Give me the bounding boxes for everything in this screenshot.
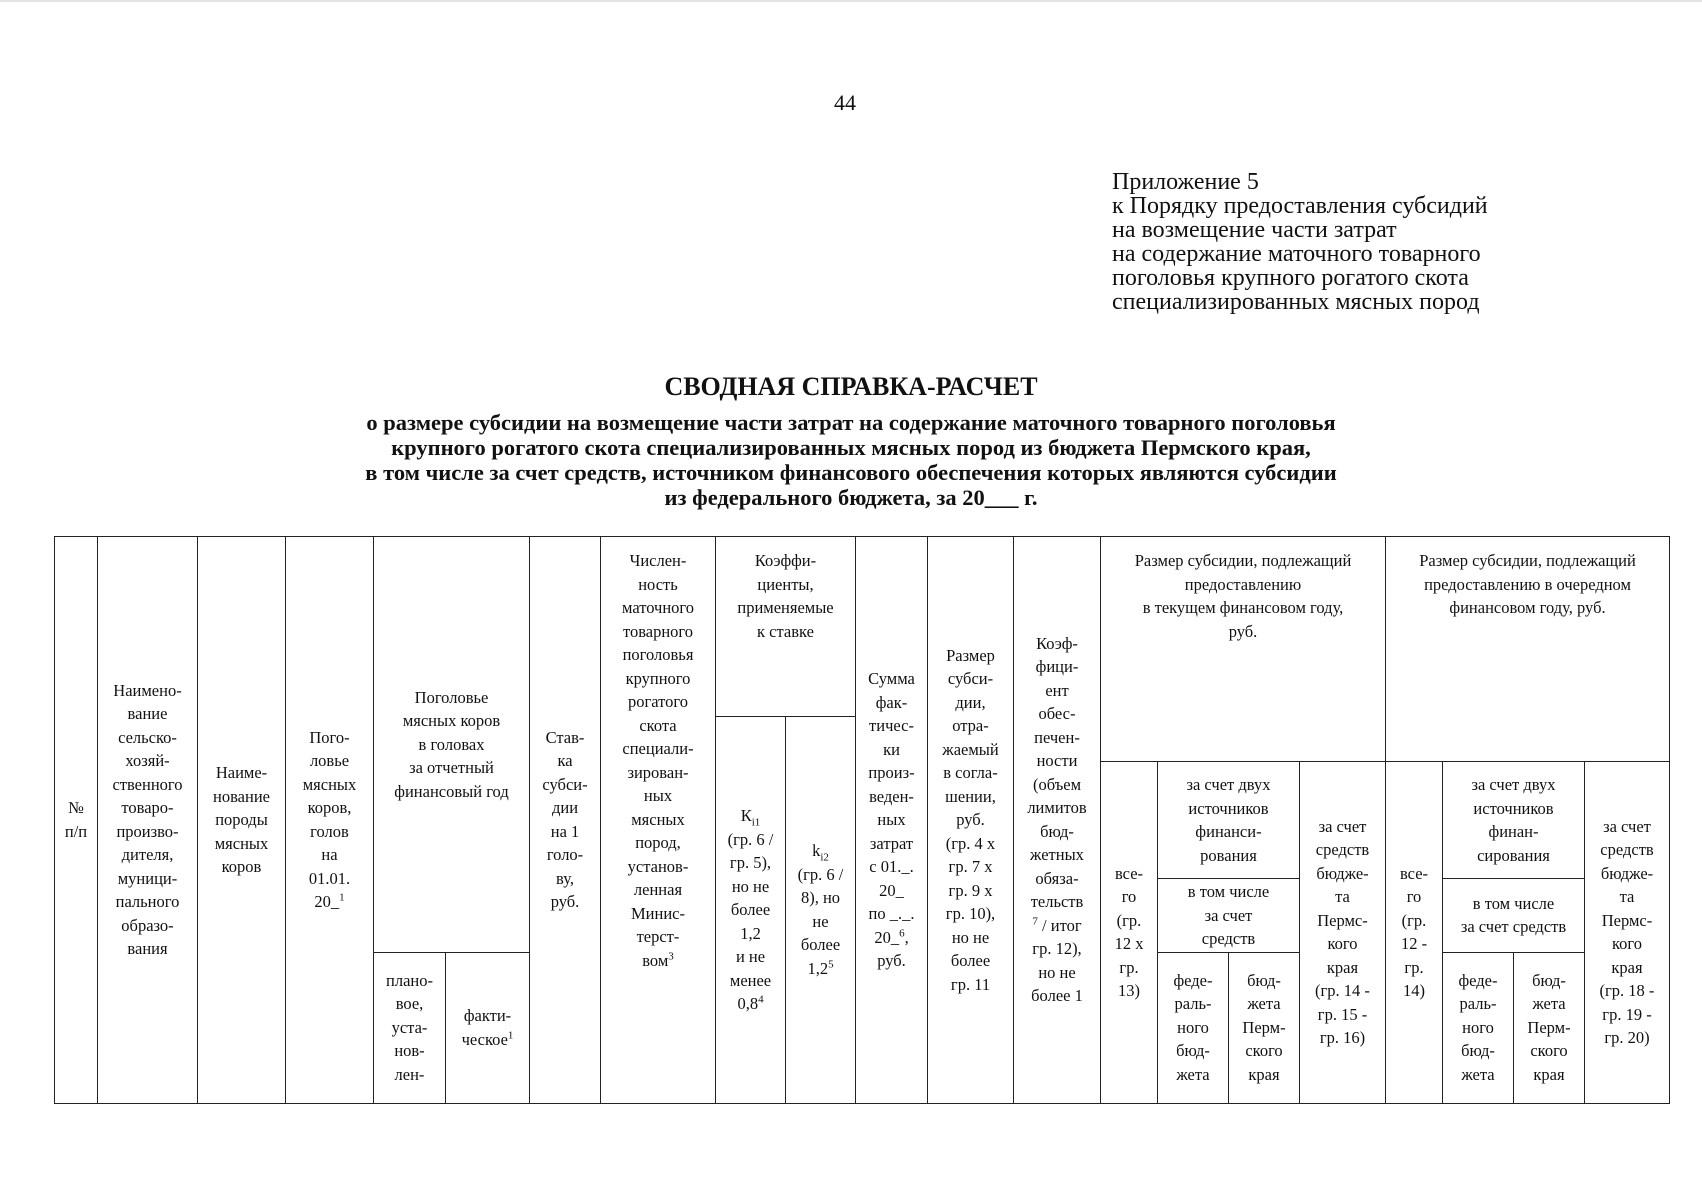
- calculation-table: [54, 536, 1670, 1084]
- subtitle-line: из федерального бюджета, за 20___ г.: [664, 485, 1038, 510]
- current-federal-header: феде- раль- ного бюд- жета: [1158, 952, 1229, 1103]
- subtitle-line: крупного рогатого скота специализированных мясных пород из бюджета Пермского края,: [391, 435, 1311, 460]
- page-number: 44: [834, 90, 856, 115]
- col-coefficients-header: Коэффи- циенты, применяемые к ставке: [716, 537, 856, 717]
- page-top-edge: [0, 0, 1702, 2]
- next-total-header: все- го (гр. 12 - гр. 14): [1386, 762, 1443, 1104]
- col-coverage-coefficient-header: Коэф- фици- ент обес- печен- ности (объем лимитов бюд- жетных обяза- тельств $^7$ / итог гр. 12), но не более 1: [1014, 537, 1101, 1104]
- document-title: СВОДНАЯ СПРАВКА-РАСЧЕТ: [664, 372, 1038, 401]
- document-subtitle: [0, 410, 1702, 510]
- col-number-header: № п/п: [55, 537, 98, 1104]
- col-producer-header: Наимено- вание сельско- хозяй- ственного товаро- произво- дителя, муници- пального образо- вания: [98, 537, 198, 1104]
- appendix-line: на содержание маточного товарного: [1112, 241, 1481, 267]
- col-herd-count-header: Числен- ность маточного товарного поголовья крупного рогатого скота специали- зирован- ных мясных пород, установ- ленная Минис- терст- вом$^3$: [601, 537, 716, 1104]
- next-year-subsidy-header: Размер субсидии, подлежащий предоставлению в очередном финансовом году, руб.: [1386, 537, 1670, 762]
- next-regional-only-header: за счет средств бюдже- та Пермс- кого края (гр. 18 - гр. 19 - гр. 20): [1585, 762, 1670, 1104]
- col-ki2-header: $k_{i2}$ (гр. 6 / 8), но не более $1,2^5$: [786, 717, 856, 1104]
- appendix-line: Приложение 5: [1112, 169, 1259, 195]
- next-federal-header: феде- раль- ного бюд- жета: [1443, 952, 1514, 1103]
- col-breed-header: Наиме- нование породы мясных коров: [198, 537, 286, 1104]
- current-regional-only-header: за счет средств бюдже- та Пермс- кого края (гр. 14 - гр. 15 - гр. 16): [1300, 762, 1386, 1104]
- current-year-subsidy-header: Размер субсидии, подлежащий предоставлению в текущем финансовом году, руб.: [1101, 537, 1386, 762]
- current-including-header: в том числе за счет средств: [1158, 879, 1300, 953]
- col-livestock-group-header: Поголовье мясных коров в головах за отчетный финансовый год: [374, 537, 530, 953]
- col-cows-date-header: Пого- ловье мясных коров, голов на 01.01. 20_$^1$: [286, 537, 374, 1104]
- current-total-header: все- го (гр. 12 х гр. 13): [1101, 762, 1158, 1104]
- col-rate-header: Став- ка субси- дии на 1 голо- ву, руб.: [530, 537, 601, 1104]
- appendix-line: поголовья крупного рогатого скота: [1112, 265, 1469, 291]
- next-regional-header: бюд- жета Перм- ского края: [1514, 952, 1585, 1103]
- appendix-reference: [1112, 170, 1672, 314]
- col-actual-header: факти- ческое$^1$: [446, 952, 530, 1103]
- col-actual-costs-header: Сумма фак- тичес- ки произ- веден- ных затрат с 01._. 20_ по _._. 20_$^6$, руб.: [856, 537, 928, 1104]
- col-ki1-header: $К_{i1}$ (гр. 6 / гр. 5), но не более 1,2 и не менее $0,8^4$: [716, 717, 786, 1104]
- col-subsidy-agreement-header: Размер субси- дии, отра- жаемый в согла- шении, руб. (гр. 4 х гр. 7 х гр. 9 х гр. 10), но не более гр. 11: [928, 537, 1014, 1104]
- current-regional-header: бюд- жета Перм- ского края: [1229, 952, 1300, 1103]
- subtitle-line: о размере субсидии на возмещение части затрат на содержание маточного товарного поголовья: [366, 410, 1336, 435]
- subtitle-line: в том числе за счет средств, источником финансового обеспечения которых являются субсидии: [365, 460, 1337, 485]
- appendix-line: специализированных мясных пород: [1112, 289, 1480, 315]
- current-two-sources-header: за счет двух источников финанси- рования: [1158, 762, 1300, 879]
- next-including-header: в том числе за счет средств: [1443, 879, 1585, 953]
- appendix-line: к Порядку предоставления субсидий: [1112, 193, 1488, 219]
- next-two-sources-header: за счет двух источников финан- сирования: [1443, 762, 1585, 879]
- col-planned-header: плано- вое, уста- нов- лен-: [374, 952, 446, 1103]
- appendix-line: на возмещение части затрат: [1112, 217, 1397, 243]
